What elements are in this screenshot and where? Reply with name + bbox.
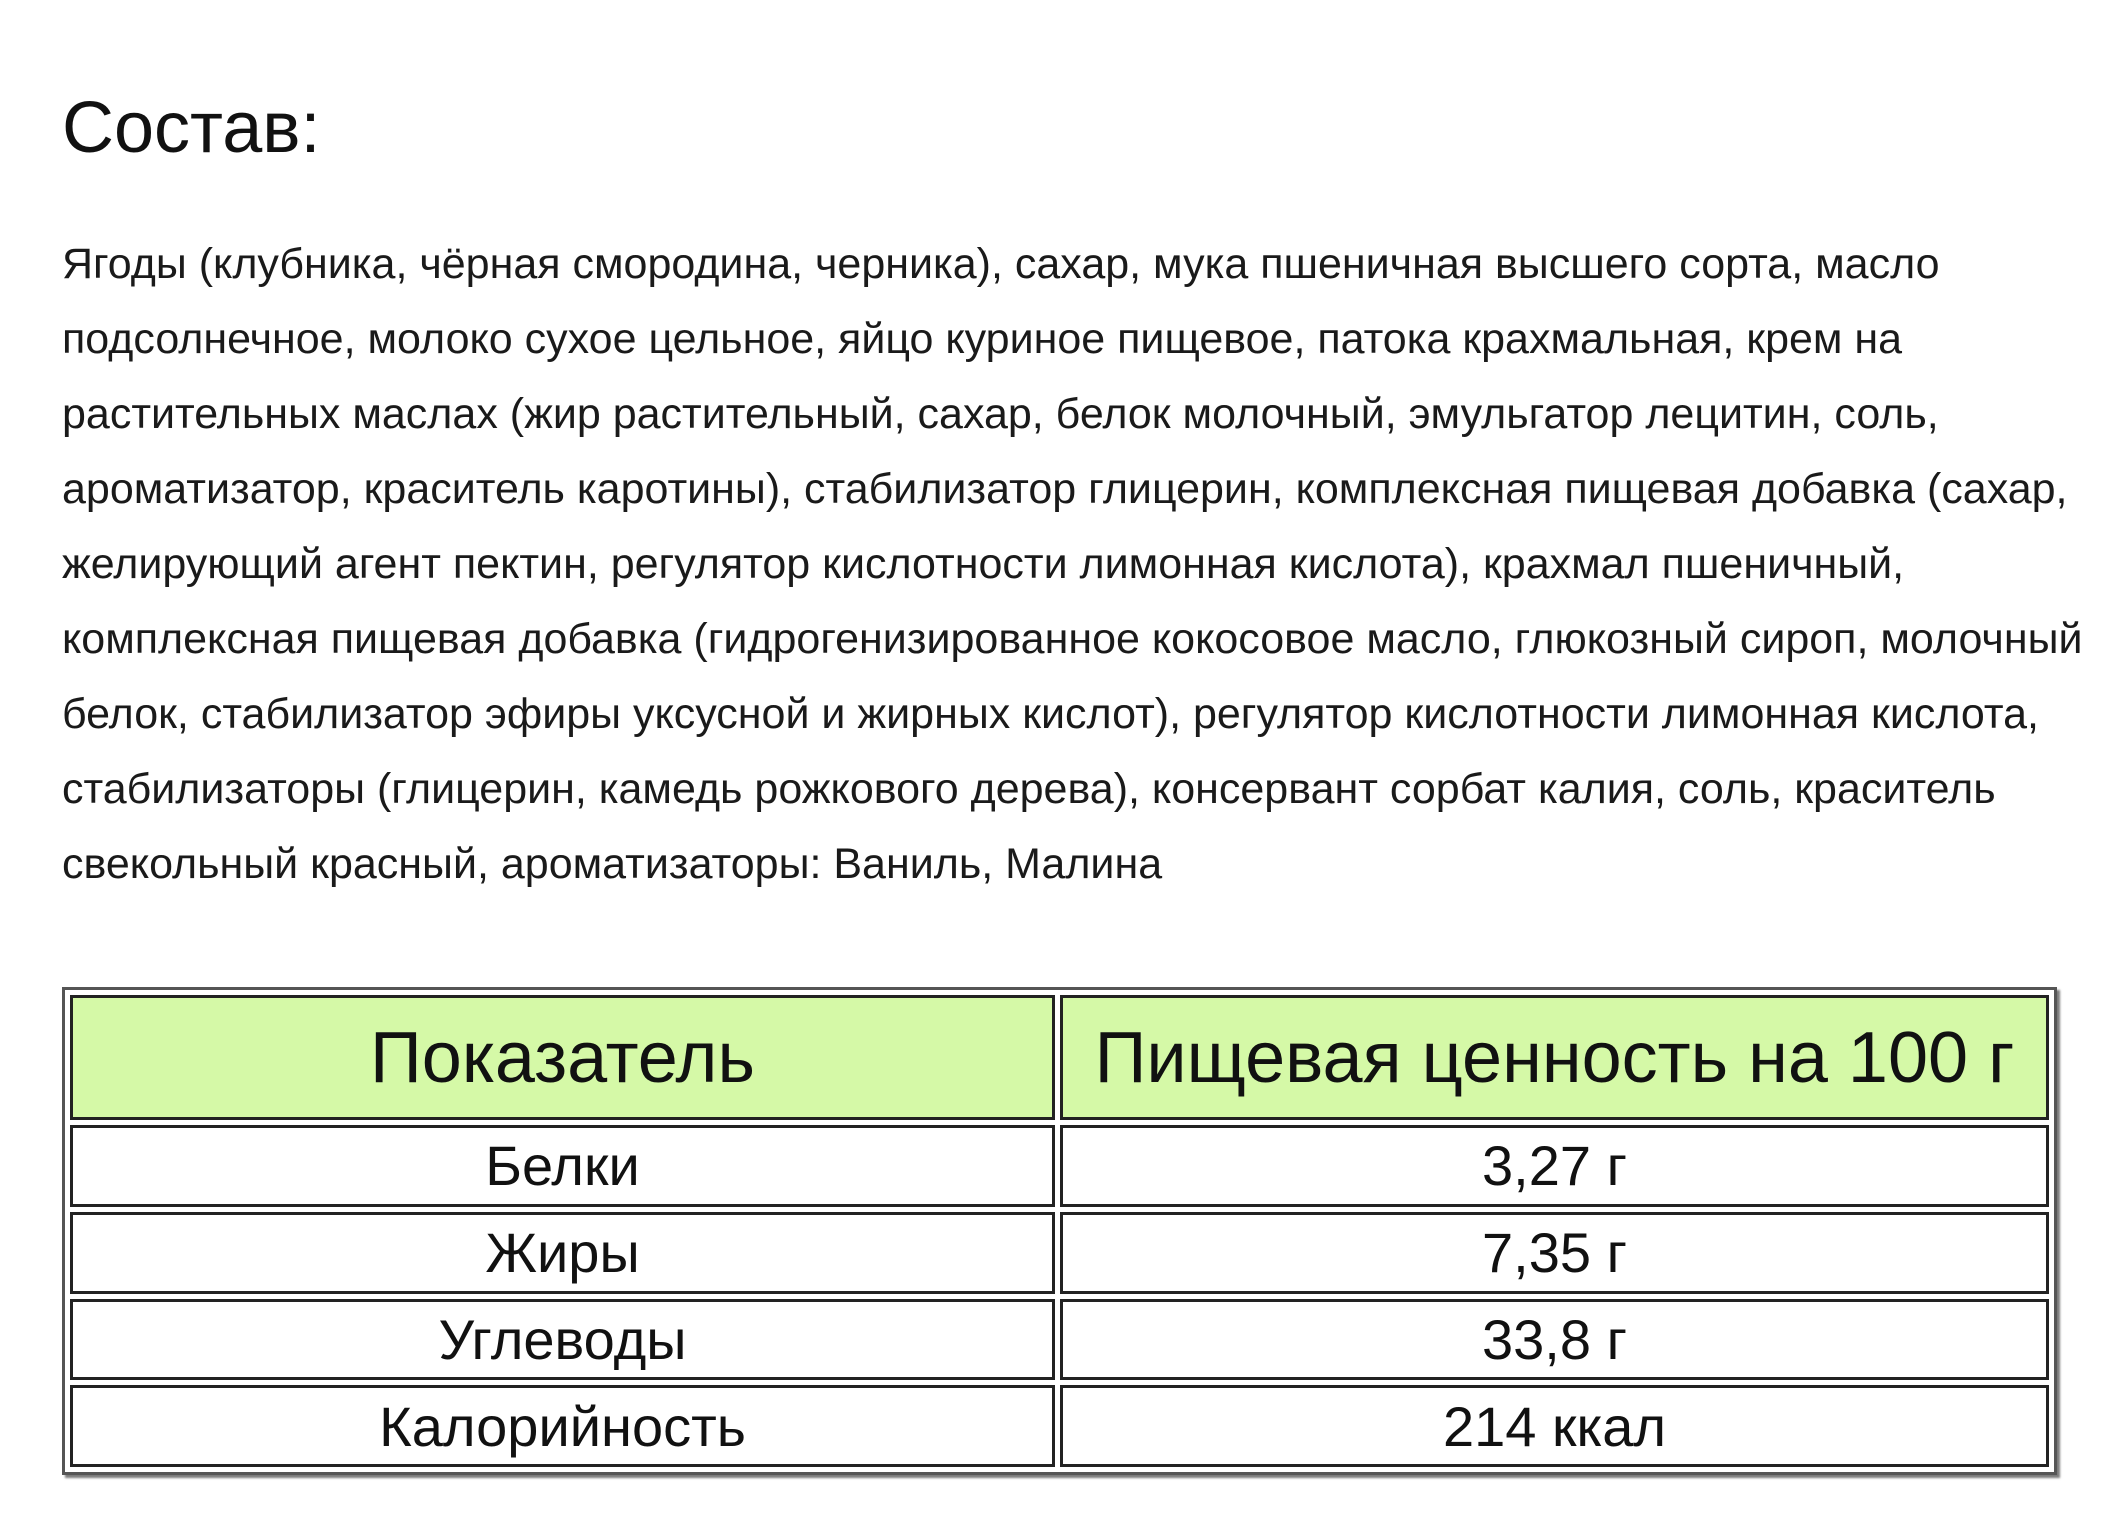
nutrition-table: [65, 990, 2054, 1472]
composition-text: Ягоды (клубника, чёрная смородина, черника), сахар, мука пшеничная высшего сорта, масло подсолнечное, молоко сухое цельное, яйцо куриное пищевое, патока крахмальная, крем на растительных маслах (жир растительный, сахар, белок молочный, эмульгатор лецитин, соль, ароматизатор, краситель каротины), стабилизатор глицерин, комплексная пищевая добавка (сахар, желирующий агент пектин, регулятор кислотности лимонная кислота), крахмал пшеничный, комплексная пищевая добавка (гидрогенизированное кокосовое масло, глюкозный сироп, молочный белок, стабилизатор эфиры уксусной и жирных кислот), регулятор кислотности лимонная кислота, стабилизаторы (глицерин, камедь рожкового дерева), консервант сорбат калия, соль, краситель свекольный красный, ароматизаторы: Ваниль, Малина: [62, 240, 2083, 888]
row-label-calories: Калорийность: [70, 1385, 1055, 1467]
row-value-fat: 7,35 г: [1060, 1212, 2049, 1294]
table-row: [70, 1299, 2049, 1381]
column-header-value: Пищевая ценность на 100 г: [1060, 995, 2049, 1120]
row-label-fat: Жиры: [70, 1212, 1055, 1294]
table-row: [70, 1385, 2049, 1467]
nutrition-header-row: [70, 995, 2049, 1120]
row-label-protein: Белки: [70, 1125, 1055, 1207]
row-label-carbohydrates: Углеводы: [70, 1299, 1055, 1381]
row-value-calories: 214 ккал: [1060, 1385, 2049, 1467]
composition-heading: Состав:: [62, 88, 321, 168]
column-header-indicator: Показатель: [70, 995, 1055, 1120]
table-row: [70, 1212, 2049, 1294]
nutrition-table-frame: [62, 987, 2057, 1475]
row-value-protein: 3,27 г: [1060, 1125, 2049, 1207]
row-value-carbohydrates: 33,8 г: [1060, 1299, 2049, 1381]
table-row: [70, 1125, 2049, 1207]
